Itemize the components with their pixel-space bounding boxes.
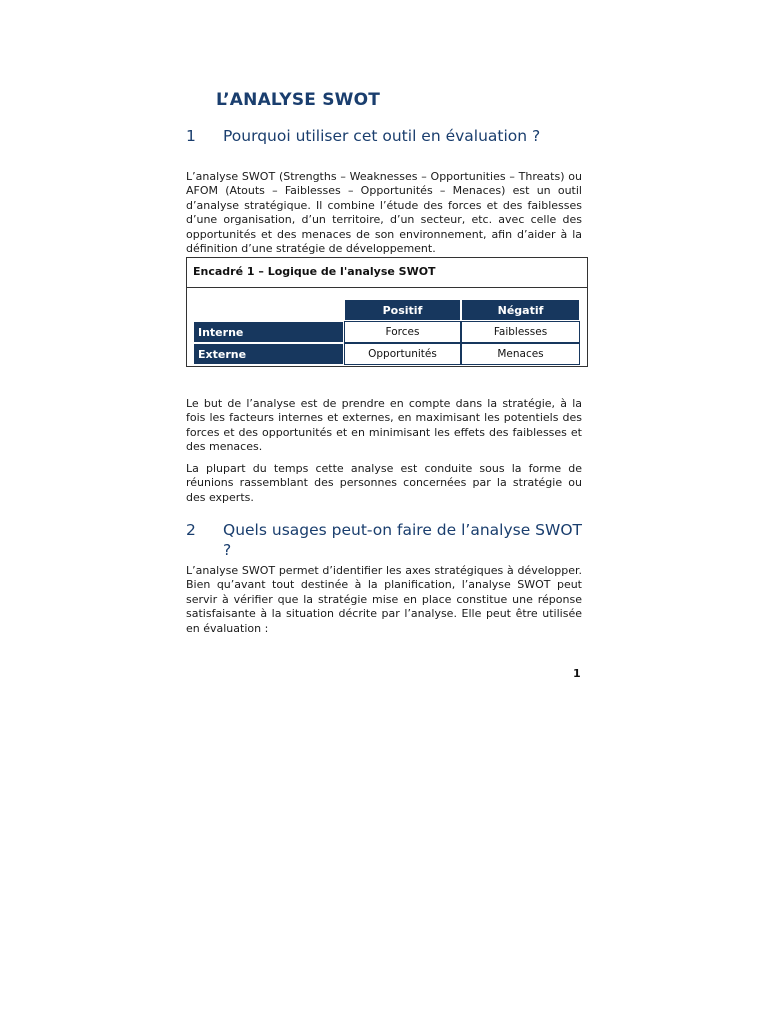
swot-cell-weaknesses: Faiblesses [461,321,580,343]
paragraph-meetings: La plupart du temps cette analyse est conduite sous la forme de réunions rassemblant des personnes concernées par la stratégie ou des experts. [186,462,582,504]
section-2-number: 2 [186,521,196,539]
section-1-heading [186,126,586,168]
swot-cell-strengths: Forces [344,321,461,343]
section-1-title: Pourquoi utiliser cet outil en évaluation ? [223,127,541,145]
section-1-number: 1 [186,127,196,145]
section-2-heading [186,520,586,562]
swot-header-positive: Positif [344,299,461,321]
swot-row-label-internal: Interne [193,321,344,343]
document-title: L’ANALYSE SWOT [216,90,381,110]
section-2-paragraph: L’analyse SWOT permet d’identifier les axes stratégiques à développer. Bien qu’avant tout destinée à la planification, l’analyse SWOT peut servir à vérifier que la stratégie mise en place constitue une réponse satisfaisante à la situation décrite par l’analyse. Elle peut être utilisée en évaluation : [186,564,582,635]
swot-corner-cell [193,299,344,321]
swot-row-label-external: Externe [193,343,344,365]
swot-row-internal [193,321,580,343]
page-number: 1 [573,667,581,680]
swot-header-negative: Négatif [461,299,580,321]
swot-box [186,257,588,367]
swot-row-external [193,343,580,365]
section-1-paragraph: L’analyse SWOT (Strengths – Weaknesses – Opportunities – Threats) ou AFOM (Atouts – Faiblesses – Opportunités – Menaces) est un outil d’analyse stratégique. Il combine l’étude des forces et des faiblesses d’une organisation, d’un territoire, d’un secteur, etc. avec celle des opportunités et des menaces de son environnement, afin d’aider à la définition d’une stratégie de développement. [186,170,582,256]
swot-cell-threats: Menaces [461,343,580,365]
swot-header-row [193,299,580,321]
swot-box-title: Encadré 1 – Logique de l'analyse SWOT [187,258,587,288]
swot-table [193,299,580,365]
section-2-title: Quels usages peut-on faire de l’analyse SWOT ? [223,521,582,559]
paragraph-goal: Le but de l’analyse est de prendre en compte dans la stratégie, à la fois les facteurs internes et externes, en maximisant les potentiels des forces et des opportunités et en minimisant les effets des faiblesses et des menaces. [186,397,582,454]
swot-cell-opportunities: Opportunités [344,343,461,365]
